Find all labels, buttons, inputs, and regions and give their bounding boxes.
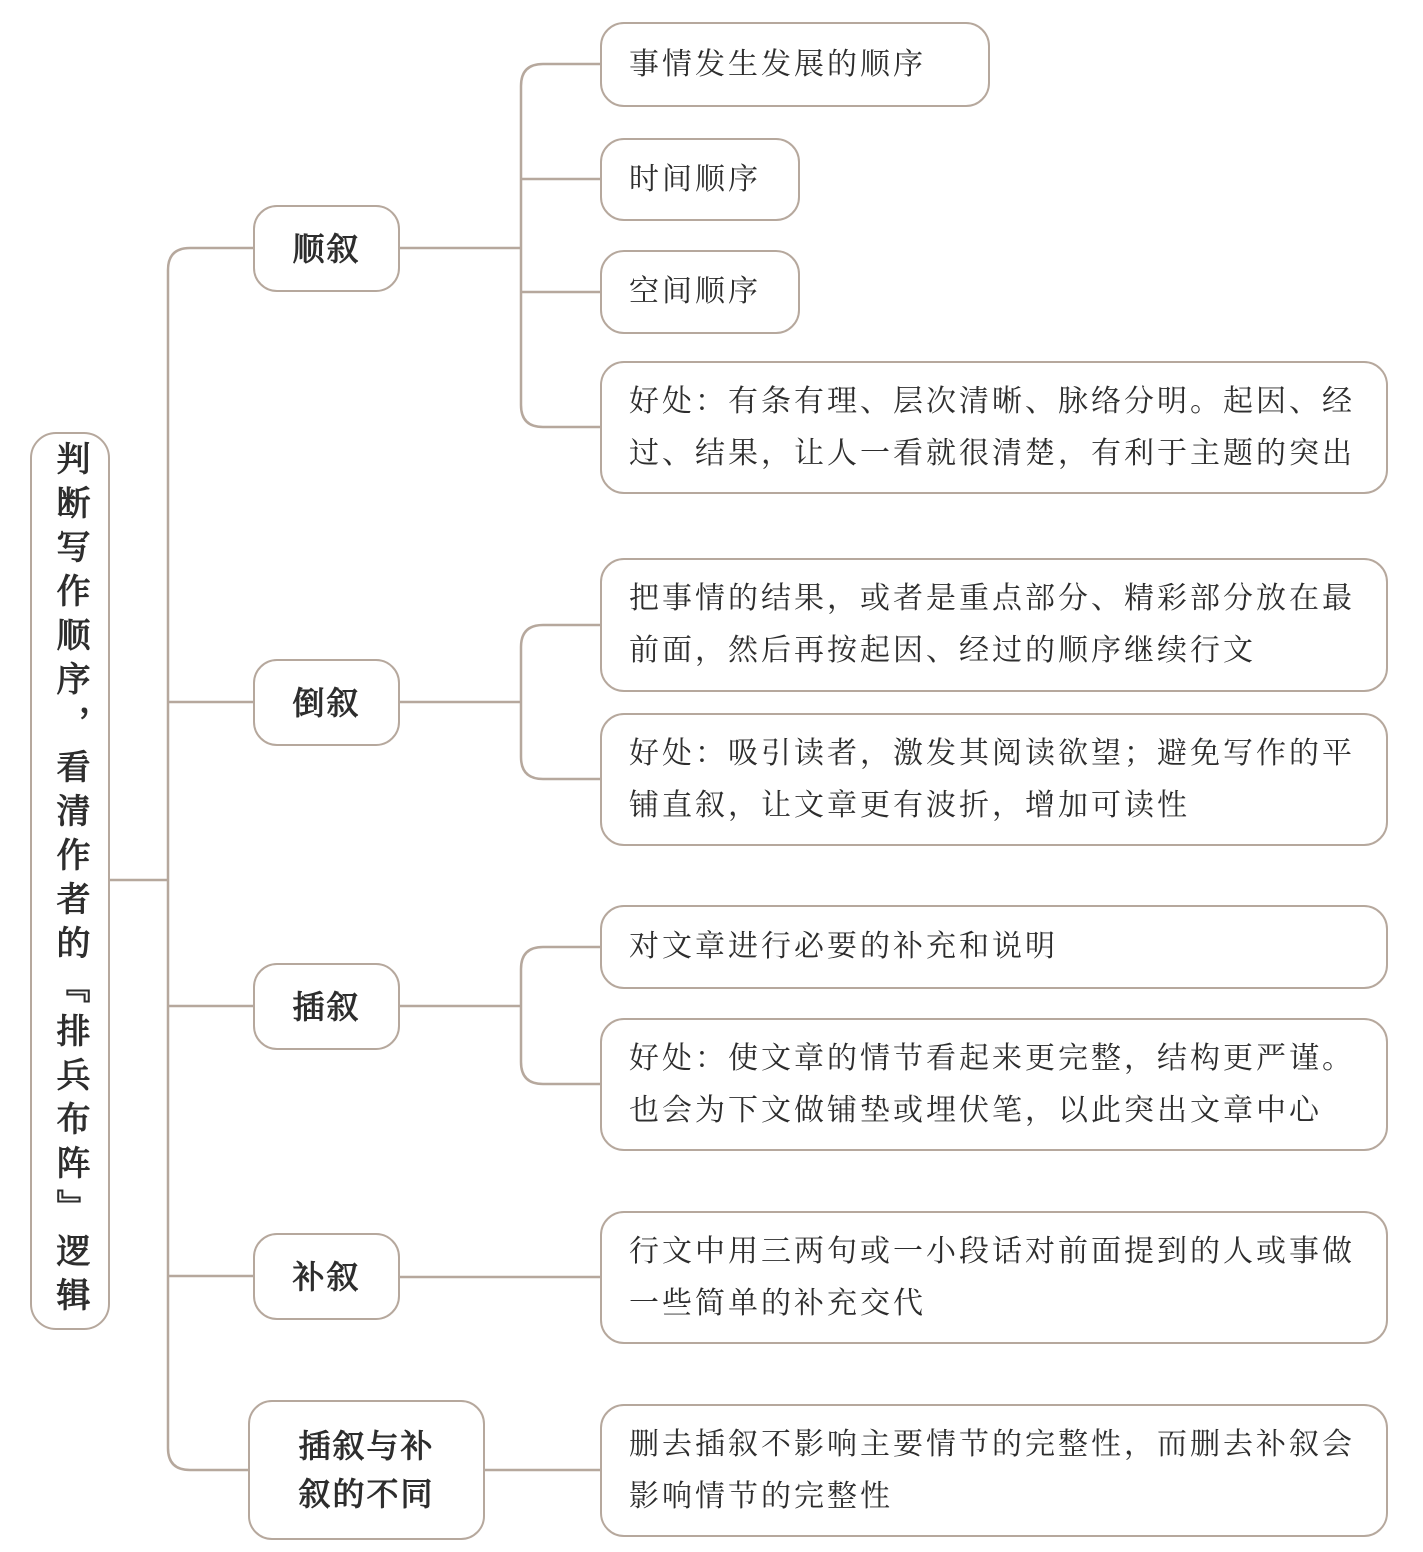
child-label: 行文中用三两句或一小段话对前面提到的人或事做一些简单的补充交代	[629, 1234, 1355, 1320]
child-label: 空间顺序	[629, 275, 761, 308]
child-node	[600, 905, 1388, 989]
child-node	[600, 558, 1388, 692]
branch-label: 补叙	[292, 1258, 361, 1295]
child-node	[600, 1211, 1388, 1344]
branch-chaxu-vs-buxu	[248, 1400, 485, 1540]
branch-label: 倒叙	[292, 684, 361, 721]
branch-label: 插叙	[292, 988, 361, 1025]
child-label: 好处：吸引读者，激发其阅读欲望；避免写作的平铺直叙，让文章更有波折，增加可读性	[629, 736, 1355, 822]
branch-label: 顺叙	[292, 230, 361, 267]
child-label: 删去插叙不影响主要情节的完整性，而删去补叙会影响情节的完整性	[629, 1427, 1355, 1513]
child-label: 对文章进行必要的补充和说明	[629, 930, 1058, 963]
branch-chaxu	[253, 963, 400, 1050]
branch-buxu	[253, 1233, 400, 1320]
child-node	[600, 22, 990, 107]
child-label: 好处：使文章的情节看起来更完整，结构更严谨。也会为下文做铺垫或埋伏笔，以此突出文章中心	[629, 1041, 1355, 1127]
child-node	[600, 361, 1388, 494]
branch-label: 插叙与补叙的不同	[298, 1428, 435, 1512]
root-label: 判断写作顺序，看清作者的『排兵布阵』逻辑	[51, 441, 89, 1321]
child-node	[600, 138, 800, 221]
branch-shunxu	[253, 205, 400, 292]
root-node	[30, 432, 110, 1330]
child-label: 把事情的结果，或者是重点部分、精彩部分放在最前面，然后再按起因、经过的顺序继续行文	[629, 582, 1355, 667]
child-label: 事情发生发展的顺序	[629, 47, 926, 81]
child-label: 时间顺序	[629, 162, 761, 196]
child-label: 好处：有条有理、层次清晰、脉络分明。起因、经过、结果，让人一看就很清楚，有利于主题的突出	[629, 384, 1355, 470]
child-node	[600, 713, 1388, 846]
child-node	[600, 250, 800, 334]
branch-daoxu	[253, 659, 400, 746]
child-node	[600, 1404, 1388, 1537]
child-node	[600, 1018, 1388, 1151]
